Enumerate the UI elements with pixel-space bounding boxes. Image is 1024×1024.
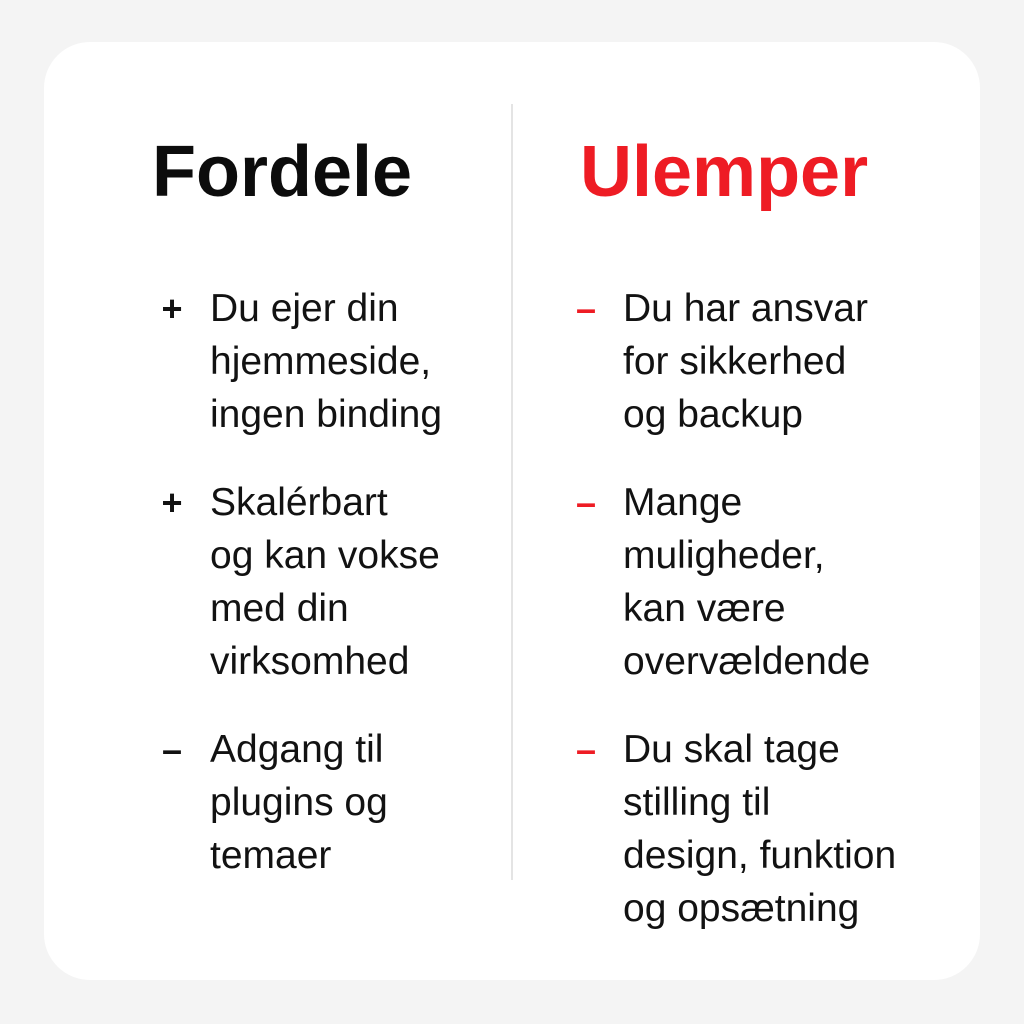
text-line: Du skal tage (623, 728, 840, 771)
text-line: virksomhed (210, 640, 410, 683)
text-line: Adgang til (210, 728, 384, 771)
cons-item-text (623, 476, 870, 688)
text-line: temaer (210, 834, 332, 877)
text-line: Mange (623, 481, 743, 524)
pros-item-text (210, 282, 442, 441)
text-line: Skalérbart (210, 481, 388, 524)
text-line: for sikkerhed (623, 340, 847, 383)
pros-item-text (210, 476, 440, 688)
text-line: overvældende (623, 640, 871, 683)
text-line: og kan vokse (210, 534, 440, 577)
text-line: ingen binding (210, 393, 443, 436)
minus-marker: – (575, 482, 597, 523)
plus-marker: + (161, 482, 183, 523)
text-line: Du ejer din (210, 287, 399, 330)
text-line: plugins og (210, 781, 388, 824)
text-line: design, funktion (623, 834, 897, 877)
pros-item-text (210, 723, 388, 882)
column-divider (511, 104, 513, 880)
text-line: kan være (623, 587, 786, 630)
text-line: Du har ansvar (623, 287, 868, 330)
minus-marker: – (161, 729, 183, 770)
text-line: og backup (623, 393, 803, 436)
cons-item-text (623, 282, 868, 441)
text-line: hjemmeside, (210, 340, 432, 383)
text-line: muligheder, (623, 534, 825, 577)
text-line: og opsætning (623, 887, 860, 930)
minus-marker: – (575, 729, 597, 770)
cons-heading: Ulemper (580, 132, 869, 212)
cons-item-text (623, 723, 896, 935)
plus-marker: + (161, 288, 183, 329)
pros-heading: Fordele (152, 132, 413, 212)
minus-marker: – (575, 288, 597, 329)
text-line: med din (210, 587, 349, 630)
text-line: stilling til (623, 781, 771, 824)
